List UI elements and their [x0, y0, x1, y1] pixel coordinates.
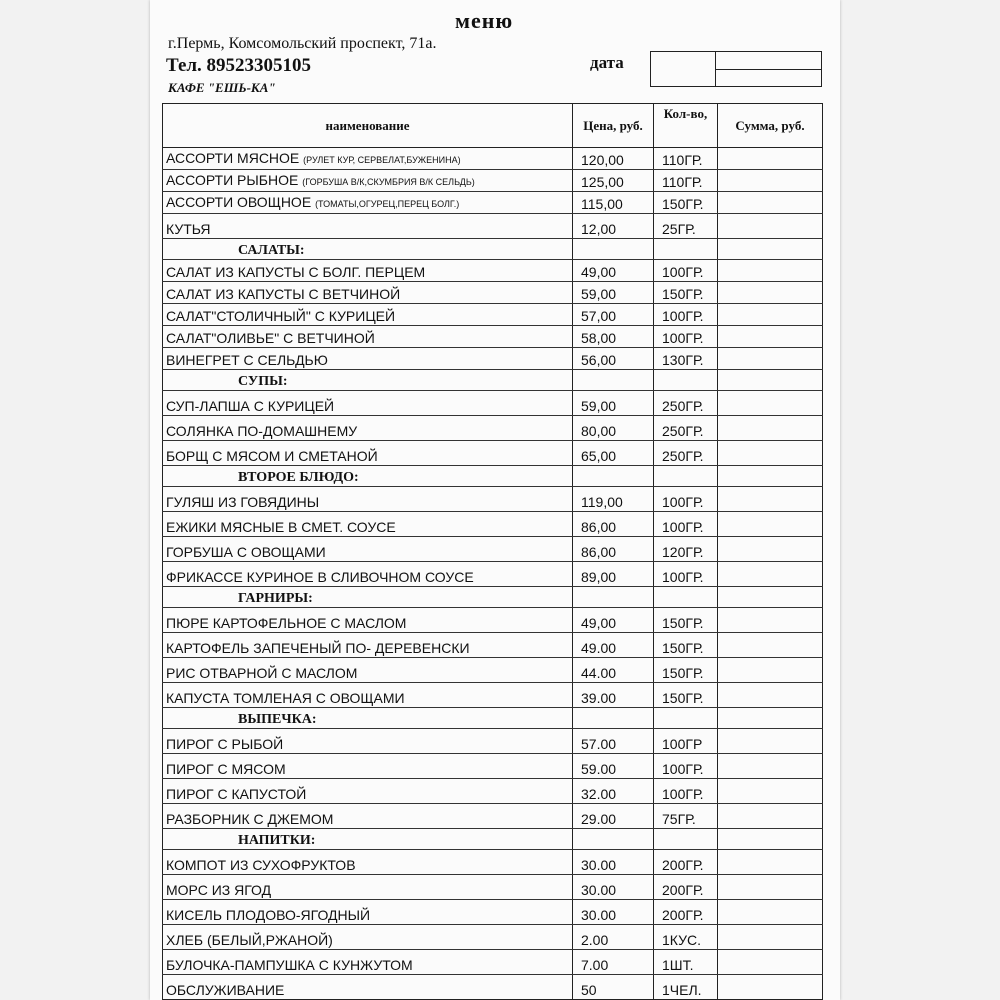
menu-item-row — [163, 441, 823, 466]
item-name: КОМПОТ ИЗ СУХОФРУКТОВ — [166, 857, 356, 873]
section-title: ВЫПЕЧКА: — [163, 708, 573, 729]
item-name: КАРТОФЕЛЬ ЗАПЕЧЕНЫЙ ПО- ДЕРЕВЕНСКИ — [166, 640, 470, 656]
item-name: ОБСЛУЖИВАНИЕ — [166, 982, 285, 998]
item-sum-cell — [718, 170, 823, 192]
section-header-row — [163, 829, 823, 850]
item-name: АССОРТИ МЯСНОЕ — [166, 150, 300, 166]
menu-item-row — [163, 850, 823, 875]
item-price: 59,00 — [573, 282, 654, 304]
empty-cell — [573, 587, 654, 608]
item-name: РИС ОТВАРНОЙ С МАСЛОМ — [166, 665, 358, 681]
section-title: САЛАТЫ: — [163, 239, 573, 260]
item-name-cell — [163, 537, 573, 562]
item-name-cell — [163, 487, 573, 512]
item-name: КИСЕЛЬ ПЛОДОВО-ЯГОДНЫЙ — [166, 907, 371, 923]
item-name-cell — [163, 925, 573, 950]
item-name-cell — [163, 875, 573, 900]
item-price: 50 — [573, 975, 654, 1000]
item-note: (ГОРБУША В/К,СКУМБРИЯ В/К СЕЛЬДЬ) — [302, 177, 475, 187]
menu-item-row — [163, 326, 823, 348]
item-sum-cell — [718, 633, 823, 658]
item-sum-cell — [718, 416, 823, 441]
item-qty: 150ГР. — [654, 683, 718, 708]
menu-item-row — [163, 304, 823, 326]
menu-item-row — [163, 214, 823, 239]
item-price: 12,00 — [573, 214, 654, 239]
item-sum-cell — [718, 348, 823, 370]
table-header-row — [163, 104, 823, 148]
menu-item-row — [163, 779, 823, 804]
item-name: ЕЖИКИ МЯСНЫЕ В СМЕТ. СОУСЕ — [166, 519, 396, 535]
item-name: ХЛЕБ (БЕЛЫЙ,РЖАНОЙ) — [166, 932, 333, 948]
item-name-cell — [163, 608, 573, 633]
item-name-cell — [163, 441, 573, 466]
item-qty: 200ГР. — [654, 875, 718, 900]
item-qty: 100ГР. — [654, 779, 718, 804]
item-sum-cell — [718, 754, 823, 779]
section-title: ГАРНИРЫ: — [163, 587, 573, 608]
item-qty: 110ГР. — [654, 170, 718, 192]
item-name: ФРИКАССЕ КУРИНОЕ В СЛИВОЧНОМ СОУСЕ — [166, 569, 474, 585]
item-name-cell — [163, 214, 573, 239]
item-qty: 1ШТ. — [654, 950, 718, 975]
item-name-cell — [163, 148, 573, 170]
item-name: ГОРБУША С ОВОЩАМИ — [166, 544, 326, 560]
item-qty: 120ГР. — [654, 537, 718, 562]
empty-cell — [718, 466, 823, 487]
item-price: 44.00 — [573, 658, 654, 683]
item-name: САЛАТ"ОЛИВЬЕ" С ВЕТЧИНОЙ — [166, 330, 375, 346]
item-name-cell — [163, 512, 573, 537]
item-sum-cell — [718, 925, 823, 950]
item-sum-cell — [718, 326, 823, 348]
item-price: 65,00 — [573, 441, 654, 466]
item-price: 86,00 — [573, 512, 654, 537]
section-header-row — [163, 370, 823, 391]
menu-item-row — [163, 512, 823, 537]
item-name-cell — [163, 804, 573, 829]
item-name: ГУЛЯШ ИЗ ГОВЯДИНЫ — [166, 494, 320, 510]
menu-item-row — [163, 658, 823, 683]
item-sum-cell — [718, 562, 823, 587]
item-name: АССОРТИ РЫБНОЕ — [166, 172, 299, 188]
menu-item-row — [163, 416, 823, 441]
item-price: 58,00 — [573, 326, 654, 348]
menu-item-row — [163, 562, 823, 587]
item-name-cell — [163, 850, 573, 875]
item-name: САЛАТ ИЗ КАПУСТЫ С ВЕТЧИНОЙ — [166, 286, 401, 302]
item-sum-cell — [718, 875, 823, 900]
item-name: МОРС ИЗ ЯГОД — [166, 882, 272, 898]
item-qty: 110ГР. — [654, 148, 718, 170]
item-name: ПИРОГ С МЯСОМ — [166, 761, 286, 777]
item-note: (РУЛЕТ КУР, СЕРВЕЛАТ,БУЖЕНИНА) — [303, 155, 461, 165]
section-title: НАПИТКИ: — [163, 829, 573, 850]
item-qty: 100ГР. — [654, 326, 718, 348]
section-header-row — [163, 466, 823, 487]
menu-item-row — [163, 148, 823, 170]
item-sum-cell — [718, 192, 823, 214]
item-name-cell — [163, 633, 573, 658]
item-sum-cell — [718, 850, 823, 875]
item-name-cell — [163, 975, 573, 1000]
menu-item-row — [163, 348, 823, 370]
column-header-qty: Кол-во, — [654, 104, 718, 148]
item-qty: 100ГР. — [654, 512, 718, 537]
item-name: АССОРТИ ОВОЩНОЕ — [166, 194, 312, 210]
menu-item-row — [163, 900, 823, 925]
item-sum-cell — [718, 282, 823, 304]
item-name-cell — [163, 729, 573, 754]
item-qty: 100ГР. — [654, 304, 718, 326]
item-qty: 75ГР. — [654, 804, 718, 829]
empty-cell — [718, 829, 823, 850]
item-name-cell — [163, 658, 573, 683]
item-qty: 200ГР. — [654, 850, 718, 875]
item-qty: 150ГР. — [654, 282, 718, 304]
item-qty: 100ГР — [654, 729, 718, 754]
item-sum-cell — [718, 729, 823, 754]
section-header-row — [163, 239, 823, 260]
item-sum-cell — [718, 658, 823, 683]
item-qty: 150ГР. — [654, 658, 718, 683]
item-name: ПЮРЕ КАРТОФЕЛЬНОЕ С МАСЛОМ — [166, 615, 407, 631]
item-name: ПИРОГ С КАПУСТОЙ — [166, 786, 307, 802]
item-qty: 150ГР. — [654, 633, 718, 658]
menu-item-row — [163, 282, 823, 304]
empty-cell — [654, 829, 718, 850]
item-price: 86,00 — [573, 537, 654, 562]
section-title: ВТОРОЕ БЛЮДО: — [163, 466, 573, 487]
empty-cell — [573, 370, 654, 391]
item-sum-cell — [718, 304, 823, 326]
menu-item-row — [163, 391, 823, 416]
page-title: меню — [455, 8, 514, 33]
item-qty: 1ЧЕЛ. — [654, 975, 718, 1000]
item-price: 59.00 — [573, 754, 654, 779]
item-qty: 100ГР. — [654, 562, 718, 587]
item-price: 80,00 — [573, 416, 654, 441]
empty-cell — [654, 587, 718, 608]
menu-item-row — [163, 729, 823, 754]
empty-cell — [718, 708, 823, 729]
empty-cell — [573, 829, 654, 850]
item-name: САЛАТ"СТОЛИЧНЫЙ" С КУРИЦЕЙ — [166, 308, 396, 324]
item-name-cell — [163, 348, 573, 370]
item-name-cell — [163, 950, 573, 975]
menu-item-row — [163, 950, 823, 975]
item-qty: 100ГР. — [654, 487, 718, 512]
empty-cell — [654, 370, 718, 391]
item-sum-cell — [718, 683, 823, 708]
section-header-row — [163, 708, 823, 729]
item-name: КУТЬЯ — [166, 221, 211, 237]
item-name: БОРЩ С МЯСОМ И СМЕТАНОЙ — [166, 448, 378, 464]
item-price: 32.00 — [573, 779, 654, 804]
empty-cell — [654, 466, 718, 487]
item-price: 119,00 — [573, 487, 654, 512]
column-header-sum: Сумма, руб. — [718, 104, 823, 148]
item-note: (ТОМАТЫ,ОГУРЕЦ,ПЕРЕЦ БОЛГ.) — [315, 199, 460, 209]
item-name: ПИРОГ С РЫБОЙ — [166, 736, 284, 752]
item-qty: 250ГР. — [654, 391, 718, 416]
menu-item-row — [163, 925, 823, 950]
menu-item-row — [163, 875, 823, 900]
item-name-cell — [163, 304, 573, 326]
item-sum-cell — [718, 214, 823, 239]
item-price: 30.00 — [573, 875, 654, 900]
item-name: БУЛОЧКА-ПАМПУШКА С КУНЖУТОМ — [166, 957, 413, 973]
section-header-row — [163, 587, 823, 608]
item-sum-cell — [718, 900, 823, 925]
item-qty: 250ГР. — [654, 441, 718, 466]
item-sum-cell — [718, 975, 823, 1000]
item-qty: 150ГР. — [654, 192, 718, 214]
item-price: 89,00 — [573, 562, 654, 587]
item-name: ВИНЕГРЕТ С СЕЛЬДЬЮ — [166, 352, 328, 368]
item-sum-cell — [718, 512, 823, 537]
empty-cell — [654, 239, 718, 260]
item-qty: 250ГР. — [654, 416, 718, 441]
item-qty: 150ГР. — [654, 608, 718, 633]
empty-cell — [654, 708, 718, 729]
item-price: 125,00 — [573, 170, 654, 192]
menu-item-row — [163, 260, 823, 282]
item-name-cell — [163, 900, 573, 925]
item-qty: 200ГР. — [654, 900, 718, 925]
menu-item-row — [163, 487, 823, 512]
item-name-cell — [163, 562, 573, 587]
address: г.Пермь, Комсомольский проспект, 71а. — [168, 35, 437, 52]
column-header-price: Цена, руб. — [573, 104, 654, 148]
item-name-cell — [163, 779, 573, 804]
item-sum-cell — [718, 260, 823, 282]
item-name-cell — [163, 282, 573, 304]
section-title: СУПЫ: — [163, 370, 573, 391]
item-price: 115,00 — [573, 192, 654, 214]
item-name-cell — [163, 192, 573, 214]
date-label: дата — [590, 53, 624, 72]
item-name-cell — [163, 754, 573, 779]
item-name: РАЗБОРНИК С ДЖЕМОМ — [166, 811, 334, 827]
menu-item-row — [163, 192, 823, 214]
item-sum-cell — [718, 487, 823, 512]
item-price: 49,00 — [573, 608, 654, 633]
menu-item-row — [163, 170, 823, 192]
menu-table — [162, 103, 823, 1000]
item-sum-cell — [718, 950, 823, 975]
empty-cell — [573, 708, 654, 729]
menu-item-row — [163, 608, 823, 633]
item-qty: 25ГР. — [654, 214, 718, 239]
item-qty: 100ГР. — [654, 260, 718, 282]
item-price: 57,00 — [573, 304, 654, 326]
item-sum-cell — [718, 608, 823, 633]
item-price: 2.00 — [573, 925, 654, 950]
item-sum-cell — [718, 148, 823, 170]
date-field — [650, 51, 822, 87]
menu-item-row — [163, 754, 823, 779]
item-name-cell — [163, 416, 573, 441]
item-price: 57.00 — [573, 729, 654, 754]
item-price: 30.00 — [573, 900, 654, 925]
menu-sheet — [150, 0, 840, 1000]
empty-cell — [718, 587, 823, 608]
item-price: 39.00 — [573, 683, 654, 708]
item-price: 59,00 — [573, 391, 654, 416]
item-qty: 1КУС. — [654, 925, 718, 950]
item-name-cell — [163, 260, 573, 282]
item-sum-cell — [718, 779, 823, 804]
item-price: 56,00 — [573, 348, 654, 370]
item-price: 49,00 — [573, 260, 654, 282]
item-price: 49.00 — [573, 633, 654, 658]
item-qty: 130ГР. — [654, 348, 718, 370]
item-price: 120,00 — [573, 148, 654, 170]
phone: Тел. 89523305105 — [166, 55, 312, 76]
item-name: КАПУСТА ТОМЛЕНАЯ С ОВОЩАМИ — [166, 690, 405, 706]
empty-cell — [573, 239, 654, 260]
item-price: 30.00 — [573, 850, 654, 875]
item-name-cell — [163, 683, 573, 708]
item-price: 7.00 — [573, 950, 654, 975]
date-divider — [715, 69, 821, 70]
empty-cell — [718, 370, 823, 391]
item-qty: 100ГР. — [654, 754, 718, 779]
menu-item-row — [163, 975, 823, 1000]
item-name: СУП-ЛАПША С КУРИЦЕЙ — [166, 398, 335, 414]
item-name-cell — [163, 391, 573, 416]
menu-item-row — [163, 633, 823, 658]
menu-item-row — [163, 537, 823, 562]
column-header-name: наименование — [163, 104, 573, 148]
menu-item-row — [163, 683, 823, 708]
cafe-name: КАФЕ "ЕШЬ-КА" — [168, 80, 276, 95]
item-name: САЛАТ ИЗ КАПУСТЫ С БОЛГ. ПЕРЦЕМ — [166, 264, 426, 280]
empty-cell — [718, 239, 823, 260]
item-sum-cell — [718, 441, 823, 466]
item-name-cell — [163, 170, 573, 192]
empty-cell — [573, 466, 654, 487]
item-price: 29.00 — [573, 804, 654, 829]
menu-item-row — [163, 804, 823, 829]
item-name-cell — [163, 326, 573, 348]
item-name: СОЛЯНКА ПО-ДОМАШНЕМУ — [166, 423, 358, 439]
item-sum-cell — [718, 804, 823, 829]
item-sum-cell — [718, 391, 823, 416]
item-sum-cell — [718, 537, 823, 562]
